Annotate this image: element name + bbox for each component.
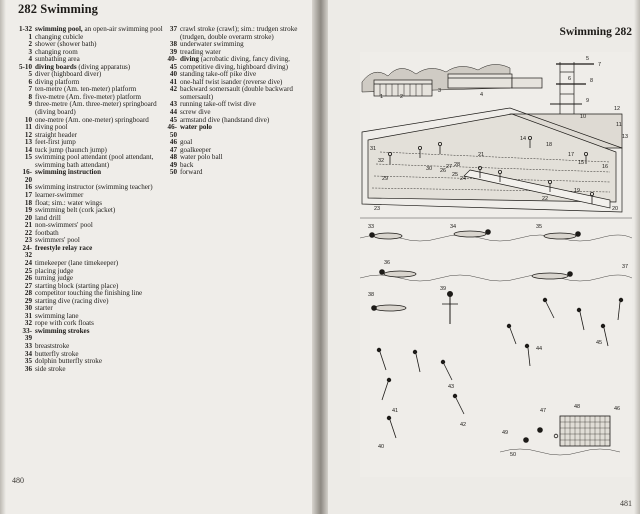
illustration-label: 34: [450, 224, 457, 230]
page-edge-shadow: [0, 0, 6, 514]
illustration-label: 42: [460, 422, 467, 428]
illustration-label: 36: [384, 260, 391, 266]
entry-number: 44: [169, 108, 177, 117]
glossary-entry: [163, 124, 313, 139]
entry-number: 22: [24, 228, 32, 237]
entries-column-2: [163, 26, 313, 177]
entry-text: water polo ball: [180, 153, 223, 162]
entry-number: 16-20: [22, 168, 32, 184]
entry-number: 6: [28, 77, 32, 86]
entry-number: 20: [24, 213, 32, 222]
entry-text: screw dive: [180, 108, 211, 117]
glossary-entry: [163, 56, 313, 71]
glossary-entry: [163, 26, 313, 41]
entry-number: 34: [24, 349, 32, 358]
entry-number: 15: [24, 153, 32, 162]
entry-number: 41: [169, 77, 177, 86]
entry-text: swimming strokes: [35, 326, 90, 335]
page-edge-shadow: [634, 0, 640, 514]
entry-text: backward somersault (double backward somersault): [180, 85, 293, 101]
entry-number: 5-10: [18, 62, 32, 71]
entry-text: swimming instruction: [35, 168, 102, 177]
illustration-label: 16: [602, 164, 609, 170]
illustration-label: 21: [478, 152, 485, 158]
illustration-label: 13: [622, 134, 629, 140]
entry-text: freestyle relay race: [35, 243, 93, 252]
illustration-label: 47: [540, 408, 547, 414]
illustration-label: 33: [368, 224, 375, 230]
entry-number: 23: [24, 236, 32, 245]
illustration-label: 30: [426, 166, 433, 172]
entry-number: 35: [24, 357, 32, 366]
entry-number: 1: [28, 32, 32, 41]
illustration-label: 1: [380, 94, 384, 100]
illustration-label: 44: [536, 346, 543, 352]
folio-right: 481: [620, 499, 632, 508]
entry-number: 3: [28, 47, 32, 56]
entry-number: 19: [24, 206, 32, 215]
illustration-label: 39: [440, 286, 447, 292]
entry-text: crawl stroke (crawl); sim.: trudgen stroke (trudgen, double overarm stroke): [180, 25, 298, 41]
entry-text: starting dive (racing dive): [35, 296, 109, 305]
entry-text: competitor touching the finishing line: [35, 289, 143, 298]
swimming-illustration: [360, 52, 632, 477]
entry-text: diving platform: [35, 77, 80, 86]
entry-number: 4: [28, 55, 32, 64]
glossary-entry: [18, 154, 166, 169]
entry-number: 31: [24, 311, 32, 320]
entry-text: side stroke: [35, 364, 66, 373]
illustration-label: 3: [438, 88, 442, 94]
entry-number: 46-50: [167, 123, 177, 139]
entry-number: 28: [24, 289, 32, 298]
illustration-label: 11: [616, 122, 622, 128]
glossary-entry: [18, 366, 166, 374]
entry-text: changing cubicle: [35, 32, 84, 41]
entry-number: 40: [169, 70, 177, 79]
entry-text: diving pool: [35, 123, 68, 132]
entry-number: 45: [169, 115, 177, 124]
entry-number: 48: [169, 153, 177, 162]
illustration-label: 7: [598, 62, 602, 68]
page-heading-left: 282 Swimming: [18, 2, 99, 16]
illustration-label: 23: [374, 206, 381, 212]
entry-text: five-metre (Am. five-meter) platform: [35, 92, 141, 101]
glossary-entry: [18, 169, 166, 184]
illustration-label: 15: [578, 160, 585, 166]
entry-text: ten-metre (Am. ten-meter) platform: [35, 85, 137, 94]
entry-number: 18: [24, 198, 32, 207]
entry-number: 14: [24, 145, 32, 154]
entry-number: 40-45: [167, 55, 177, 71]
entry-number: 32: [24, 319, 32, 328]
entry-number: 33-39: [22, 326, 32, 343]
entry-text: non-swimmers' pool: [35, 221, 93, 230]
entry-text: treading water: [180, 47, 221, 56]
entry-number: 9: [28, 100, 32, 109]
illustration-label: 22: [542, 196, 549, 202]
entry-number: 5: [28, 70, 32, 79]
entry-text: swimming instructor (swimming teacher): [35, 183, 153, 192]
entry-number: 33: [24, 341, 32, 350]
entry-text: underwater swimming: [180, 40, 244, 49]
entry-number: 49: [169, 160, 177, 169]
entry-number: 10: [24, 115, 32, 124]
entry-text: diving (acrobatic diving, fancy diving, competitive diving, highboard diving): [180, 55, 290, 71]
folio-left: 480: [12, 476, 24, 485]
illustration-label: 9: [586, 98, 590, 104]
entry-text: goal: [180, 138, 193, 147]
entry-text: breaststroke: [35, 341, 70, 350]
entry-text: goalkeeper: [180, 145, 212, 154]
entry-text: three-metre (Am. three-meter) springboard (diving board): [35, 100, 157, 117]
entry-text: dolphin butterfly stroke: [35, 357, 102, 366]
illustration-label: 29: [382, 176, 389, 182]
glossary-entry: [163, 86, 313, 101]
entry-text: swimming pool attendant (pool attendant, swimming bath attendant): [35, 153, 154, 169]
entry-text: running take-off twist dive: [180, 100, 256, 109]
entry-text: land drill: [35, 213, 61, 222]
entry-number: 1-32: [18, 25, 32, 33]
illustration-label: 32: [378, 158, 385, 164]
entry-number: 7: [28, 85, 32, 94]
entry-number: 11: [25, 123, 32, 132]
book-gutter: [312, 0, 328, 514]
illustration-label: 19: [574, 188, 581, 194]
entry-number: 16: [24, 183, 32, 192]
entry-text: footbath: [35, 228, 59, 237]
illustration-label: 45: [596, 340, 603, 346]
entry-number: 47: [169, 145, 177, 154]
entry-text: one-metre (Am. one-meter) springboard: [35, 115, 149, 124]
illustration-label: 50: [510, 452, 517, 458]
entry-text: standing take-off pike dive: [180, 70, 257, 79]
glossary-entry: [18, 101, 166, 116]
entry-text: swimming lane: [35, 311, 79, 320]
illustration-label: 28: [454, 162, 461, 168]
illustration-label: 4: [480, 92, 484, 98]
entry-number: 38: [169, 40, 177, 49]
entry-number: 29: [24, 296, 32, 305]
entry-text: float; sim.: water wings: [35, 198, 102, 207]
entry-number: 25: [24, 266, 32, 275]
page-heading-right: Swimming 282: [559, 26, 632, 38]
illustration-label: 26: [440, 168, 447, 174]
entry-text: swimming pool, an open-air swimming pool: [35, 25, 163, 33]
left-page: [0, 0, 318, 514]
illustration-label: 18: [546, 142, 553, 148]
illustration-label: 25: [452, 172, 459, 178]
illustration-label: 5: [586, 56, 590, 62]
entry-number: 42: [169, 85, 177, 94]
entry-text: sunbathing area: [35, 55, 80, 64]
entry-number: 30: [24, 304, 32, 313]
entry-text: turning judge: [35, 274, 74, 283]
entry-number: 13: [24, 138, 32, 147]
illustration-label: 38: [368, 292, 375, 298]
entry-number: 26: [24, 274, 32, 283]
illustration-label: 2: [400, 94, 404, 100]
illustration-label: 43: [448, 384, 455, 390]
entry-text: tuck jump (haunch jump): [35, 145, 107, 154]
glossary-entry: [18, 245, 166, 260]
entry-text: one-half twist isander (reverse dive): [180, 77, 283, 86]
entry-number: 39: [169, 47, 177, 56]
entry-number: 21: [24, 221, 32, 230]
entry-text: butterfly stroke: [35, 349, 79, 358]
entry-text: diving boards (diving apparatus): [35, 62, 131, 71]
entry-text: placing judge: [35, 266, 74, 275]
entry-text: timekeeper (lane timekeeper): [35, 258, 119, 267]
entry-text: water polo: [180, 123, 212, 132]
illustration-label: 31: [370, 146, 377, 152]
entry-text: shower (shower bath): [35, 40, 97, 49]
entry-text: starting block (starting place): [35, 281, 119, 290]
entry-text: swimmers' pool: [35, 236, 80, 245]
illustration-label: 48: [574, 404, 581, 410]
entry-number: 27: [24, 281, 32, 290]
illustration-label: 6: [568, 76, 572, 82]
illustration-label: 46: [614, 406, 621, 412]
illustration-label: 37: [622, 264, 629, 270]
illustration-label: 10: [580, 114, 587, 120]
illustration-label: 41: [392, 408, 399, 414]
entry-number: 37: [169, 25, 177, 33]
illustration-label: 14: [520, 136, 527, 142]
entries-column-1: [18, 26, 166, 373]
illustration-label: 24: [460, 176, 467, 182]
entry-text: armstand dive (handstand dive): [180, 115, 270, 124]
illustration-label: 8: [590, 78, 594, 84]
illustration-label: 40: [378, 444, 385, 450]
illustration-label: 12: [614, 106, 621, 112]
entry-text: back: [180, 160, 194, 169]
entry-number: 2: [28, 40, 32, 49]
entry-text: straight header: [35, 130, 77, 139]
glossary-entry: [163, 169, 313, 177]
entry-text: swimming belt (cork jacket): [35, 206, 116, 215]
entry-text: learner-swimmer: [35, 191, 84, 200]
entry-number: 24: [24, 258, 32, 267]
entry-text: feet-first jump: [35, 138, 76, 147]
entry-number: 43: [169, 100, 177, 109]
glossary-entry: [18, 328, 166, 343]
pool-scene: [362, 62, 622, 212]
entry-number: 17: [24, 191, 32, 200]
entry-text: rope with cork floats: [35, 319, 94, 328]
entry-text: diver (highboard diver): [35, 70, 102, 79]
entry-text: changing room: [35, 47, 78, 56]
illustration-label: 17: [568, 152, 575, 158]
illustration-svg: [360, 52, 632, 477]
entry-text: forward: [180, 168, 203, 177]
entry-number: 46: [169, 138, 177, 147]
illustration-label: 49: [502, 430, 509, 436]
illustration-label: 20: [612, 206, 619, 212]
entry-text: starter: [35, 304, 53, 313]
entry-number: 8: [28, 92, 32, 101]
entry-number: 36: [24, 364, 32, 373]
illustration-label: 27: [446, 164, 453, 170]
entry-number: 50: [169, 168, 177, 177]
entry-number: 12: [24, 130, 32, 139]
illustration-label: 35: [536, 224, 543, 230]
entry-number: 24-32: [22, 243, 32, 260]
